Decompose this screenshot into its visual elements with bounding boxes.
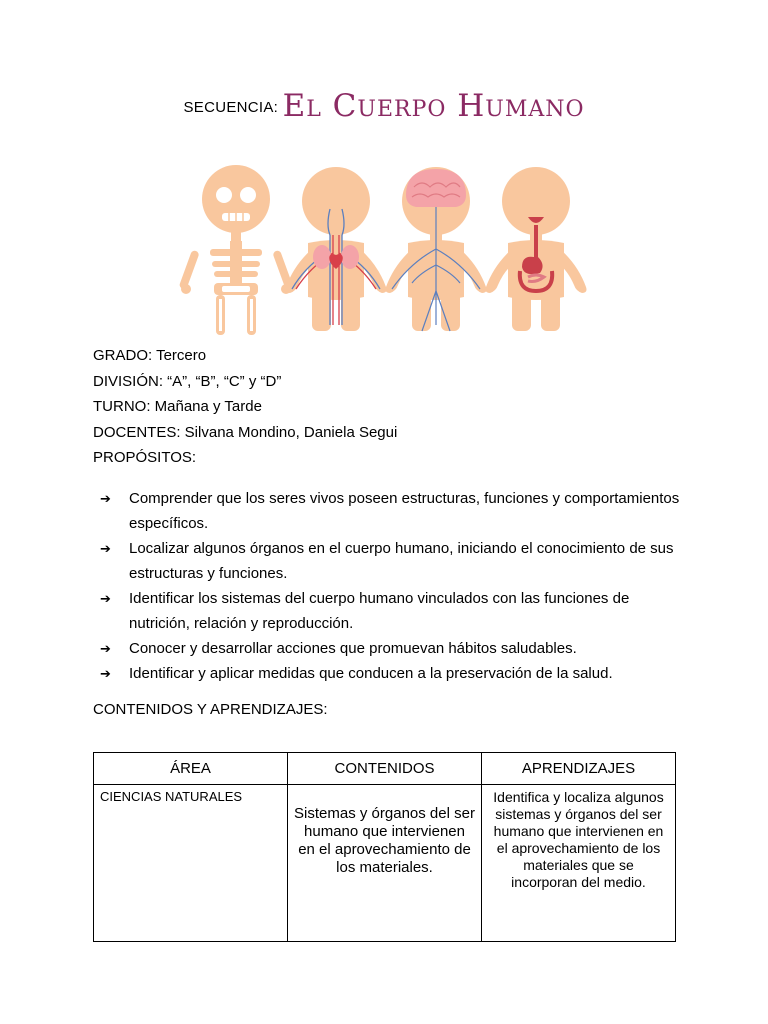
contents-table [93,752,676,942]
header-area: ÁREA [94,753,288,785]
circulatory-figure [286,167,387,331]
propositos-heading: PROPÓSITOS: [93,449,197,467]
info-block [93,346,397,474]
arrow-bullet-icon: ➔ [100,491,111,506]
header-contenidos: CONTENIDOS [288,753,482,785]
arrow-bullet-icon: ➔ [100,591,111,606]
header-aprendizajes: APRENDIZAJES [482,753,676,785]
grado-line: GRADO: Tercero [93,347,207,364]
purpose-item: ➔ Conocer y desarrollar acciones que promuevan hábitos saludables. [100,636,680,661]
purpose-item: ➔ Identificar los sistemas del cuerpo humano vinculados con las funciones de nutrición, relación y reproducción. [100,586,680,636]
arrow-bullet-icon: ➔ [100,641,111,656]
cell-aprendizajes: Identifica y localiza algunos sistemas y órganos del ser humano que intervienen en el aprovechamiento de los materiales que se incorporan del medio. [482,785,676,942]
body-systems-illustration [178,163,592,338]
cell-contenidos: Sistemas y órganos del ser humano que intervienen en el aprovechamiento de los materiales. [288,785,482,942]
purpose-item: ➔ Identificar y aplicar medidas que conducen a la preservación de la salud. [100,661,680,686]
cell-area: CIENCIAS NATURALES [94,785,288,942]
arrow-bullet-icon: ➔ [100,541,111,556]
digestive-figure [486,167,587,331]
division-line: DIVISIÓN: “A”, “B”, “C” y “D” [93,372,282,390]
docentes-line: DOCENTES: Silvana Mondino, Daniela Segui [93,423,398,441]
turno-line: TURNO: Mañana y Tarde [93,398,262,416]
skeleton-figure [179,165,294,335]
contents-heading: CONTENIDOS Y APRENDIZAJES: [93,701,328,718]
table-header-row [94,753,676,785]
document-title [0,88,768,124]
arrow-bullet-icon: ➔ [100,666,111,681]
title-prefix: SECUENCIA: [183,99,279,116]
nervous-figure [386,167,487,331]
purpose-item: ➔ Comprender que los seres vivos poseen estructuras, funciones y comportamientos específicos. [100,486,680,536]
table-row [94,785,676,942]
purposes-list [100,486,680,686]
title-main: El Cuerpo Humano [282,88,585,124]
purpose-item: ➔ Localizar algunos órganos en el cuerpo humano, iniciando el conocimiento de sus estructuras y funciones. [100,536,680,586]
